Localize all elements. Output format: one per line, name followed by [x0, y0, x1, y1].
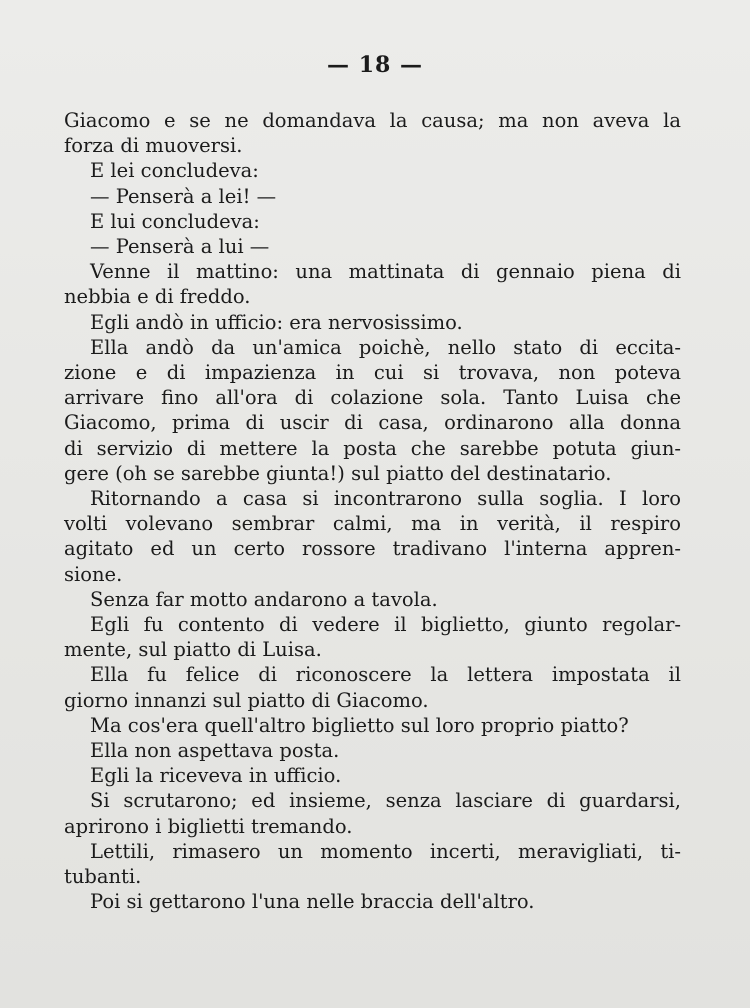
text-line: Senza far motto andarono a tavola.	[90, 587, 438, 611]
text-line: tubanti.	[64, 865, 142, 889]
text-line: agitato ed un certo rossore tradivano l'interna appren-	[64, 537, 681, 561]
text-line: giorno innanzi sul piatto di Giacomo.	[64, 688, 429, 712]
text-line: Lettili, rimasero un momento incerti, meravigliati, ti-	[90, 839, 681, 863]
text-line: sione.	[64, 562, 123, 586]
text-line: forza di muoversi.	[64, 134, 243, 158]
text-line: E lui concludeva:	[90, 209, 260, 233]
text-line: — Penserà a lei! —	[90, 184, 277, 208]
text-line: E lei concludeva:	[90, 159, 259, 183]
text-line: Ella andò da un'amica poichè, nello stato di eccita-	[90, 335, 681, 359]
text-line: Giacomo, prima di uscir di casa, ordinarono alla donna	[64, 411, 681, 435]
text-line: Ritornando a casa si incontrarono sulla soglia. I loro	[90, 487, 681, 511]
page-number: — 18 —	[327, 52, 423, 78]
text-line: Venne il mattino: una mattinata di gennaio piena di	[90, 260, 681, 284]
text-line: Egli la riceveva in ufficio.	[90, 764, 342, 788]
text-line: arrivare fino all'ora di colazione sola. Tanto Luisa che	[64, 386, 681, 410]
text-line: aprirono i biglietti tremando.	[64, 814, 353, 838]
text-line: Ella non aspettava posta.	[90, 739, 340, 763]
text-line: Si scrutarono; ed insieme, senza lasciare di guardarsi,	[90, 789, 681, 813]
text-line: di servizio di mettere la posta che sarebbe potuta giun-	[64, 436, 681, 460]
text-line: Egli fu contento di vedere il biglietto, giunto regolar-	[90, 613, 681, 637]
text-line: — Penserà a lui —	[90, 235, 270, 259]
text-line: nebbia e di freddo.	[64, 285, 251, 309]
text-line: gere (oh se sarebbe giunta!) sul piatto del destinatario.	[64, 461, 612, 485]
body-text	[64, 108, 681, 915]
text-line: Poi si gettarono l'una nelle braccia dell'altro.	[90, 890, 535, 914]
text-line: Giacomo e se ne domandava la causa; ma non aveva la	[64, 109, 681, 132]
text-line: Ella fu felice di riconoscere la lettera impostata il	[90, 663, 681, 687]
text-line: Ma cos'era quell'altro biglietto sul loro proprio piatto?	[90, 713, 629, 737]
text-line: Egli andò in ufficio: era nervosissimo.	[90, 310, 463, 334]
text-line: volti volevano sembrar calmi, ma in verità, il respiro	[64, 512, 681, 536]
text-line: mente, sul piatto di Luisa.	[64, 638, 322, 662]
text-line: zione e di impazienza in cui si trovava, non poteva	[64, 361, 681, 385]
